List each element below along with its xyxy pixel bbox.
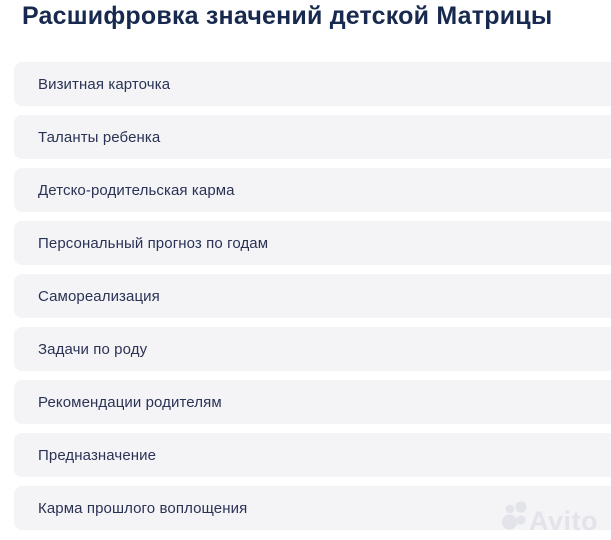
accordion-item-label: Детско-родительская карма bbox=[38, 181, 235, 199]
accordion-item-label: Карма прошлого воплощения bbox=[38, 499, 248, 517]
accordion-item-prednaznachenie[interactable] bbox=[14, 433, 611, 477]
accordion-item-visitnaya-kartochka[interactable] bbox=[14, 62, 611, 106]
accordion-list bbox=[0, 62, 611, 530]
accordion-item-samorealizaciya[interactable] bbox=[14, 274, 611, 318]
accordion-item-label: Визитная карточка bbox=[38, 75, 171, 93]
accordion-item-detsko-roditelskaya-karma[interactable] bbox=[14, 168, 611, 212]
accordion-item-zadachi-po-rodu[interactable] bbox=[14, 327, 611, 371]
accordion-item-label: Таланты ребенка bbox=[38, 128, 161, 146]
avito-watermark-text: Avito bbox=[529, 506, 598, 536]
accordion-item-label: Самореализация bbox=[38, 287, 160, 305]
accordion-item-personalnyj-prognoz[interactable] bbox=[14, 221, 611, 265]
accordion-item-label: Предназначение bbox=[38, 446, 157, 464]
page-title: Расшифровка значений детской Матрицы bbox=[22, 2, 553, 30]
accordion-item-talanty-rebenka[interactable] bbox=[14, 115, 611, 159]
accordion-item-label: Задачи по роду bbox=[38, 340, 148, 358]
accordion-item-rekomendacii-roditelyam[interactable] bbox=[14, 380, 611, 424]
accordion-item-label: Персональный прогноз по годам bbox=[38, 234, 269, 252]
accordion-item-karma-proshlogo-voploshcheniya[interactable] bbox=[14, 486, 611, 530]
page bbox=[0, 2, 611, 540]
accordion-item-label: Рекомендации родителям bbox=[38, 393, 222, 411]
